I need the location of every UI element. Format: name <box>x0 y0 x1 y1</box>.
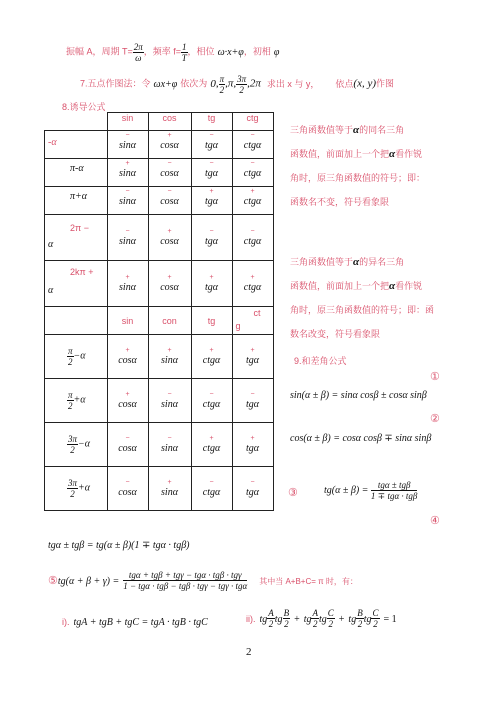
func: sinα <box>161 443 178 454</box>
tg-triple-fraction <box>123 570 247 591</box>
item-i-formula: tgA + tgB + tgC = tgA · tgB · tgC <box>73 617 208 628</box>
note-text: 三角函数值等于 <box>290 125 354 135</box>
cell <box>232 379 273 423</box>
angle-label: 2kπ + <box>70 267 94 277</box>
note2-line4: 数名改变，符号看象限 <box>290 329 381 339</box>
angle-cell <box>45 379 108 423</box>
note-same-name <box>290 118 425 214</box>
phase-expr: ω·x+φ <box>217 46 244 58</box>
tg: tg <box>318 614 327 626</box>
five-point-suffix1: 求出 x 与 y， <box>266 78 320 89</box>
cell <box>107 131 148 159</box>
func: cosα <box>118 355 137 366</box>
page-number: 2 <box>246 646 252 658</box>
angle-tail: +α <box>73 394 86 406</box>
sign: − <box>209 479 214 486</box>
formula-sin-sum: sin(α ± β) = sinα cosβ ± cosα sinβ <box>290 390 427 401</box>
b-num: B <box>357 608 363 618</box>
tg: tg <box>348 614 357 626</box>
sign: + <box>250 274 255 281</box>
item-ii-label: ii). <box>246 614 256 625</box>
formula-tg-sum <box>324 480 417 501</box>
table-row <box>45 379 274 423</box>
func: sinα <box>119 168 136 179</box>
angle-num: π <box>68 390 73 400</box>
formula-ii: ii). tg $\frac{A}{2}$ tg $\frac{B}{2}$ + tg $\frac{A}{2}$ tg $\frac{C}{2}$ + tg $\frac{B}{2}$ tg $\frac{C}{2}$ = 1 <box>246 608 397 629</box>
tg: tg <box>363 614 372 626</box>
func: tgα <box>204 140 219 151</box>
formula-i <box>62 612 208 630</box>
a-num: A <box>312 608 318 618</box>
phase-label: ，相位 <box>187 46 215 57</box>
func: ctgα <box>243 282 262 293</box>
sign: + <box>167 132 172 139</box>
func: ctgα <box>243 140 262 151</box>
func: ctgα <box>202 399 221 410</box>
angle-den: 2 <box>68 357 73 367</box>
angle-den: 2 <box>70 489 75 499</box>
five-point-suffix3: 作图 <box>376 78 395 89</box>
cell <box>107 335 148 379</box>
tg-sum-den: 1 ∓ tgα · tgβ <box>370 491 418 501</box>
sign: − <box>250 228 255 235</box>
amplitude-label: 振幅 A，周期 T= <box>66 46 133 57</box>
formula-number-2: ② <box>430 413 440 425</box>
a-num: A <box>268 608 274 618</box>
cell <box>191 131 232 159</box>
angle-num: 3π <box>68 478 78 488</box>
cell <box>148 187 191 215</box>
3pi-half-num: 3π <box>237 74 247 84</box>
tg-sum-lhs: tg(α ± β) = <box>324 484 369 496</box>
sign: + <box>125 347 130 354</box>
func: cosα <box>118 487 137 498</box>
cell <box>191 467 232 511</box>
ii-result: = 1 <box>383 614 397 626</box>
func: cosα <box>160 196 179 207</box>
cell <box>107 261 148 307</box>
table2-header <box>45 307 274 335</box>
formula-number-3: ③ <box>288 487 298 499</box>
func: tgα <box>245 443 260 454</box>
sign: + <box>125 274 130 281</box>
angle-cell <box>45 467 108 511</box>
initial-phase-expr: φ <box>273 46 280 58</box>
formula-tg-product: tgα ± tgβ = tg(α ± β)(1 ∓ tgα · tgβ) <box>48 540 190 551</box>
func: cosα <box>118 399 137 410</box>
func: sinα <box>119 140 136 151</box>
angle-tail: +α <box>78 482 91 494</box>
angle-den: 2 <box>68 401 73 411</box>
angle-cell <box>45 159 108 187</box>
formula-cos-sum: cos(α ± β) = cosα cosβ ∓ sinα sinβ <box>290 433 432 444</box>
frac-a2 <box>311 608 319 629</box>
note2-line3: 角时，原三角函数值的符号；即：函 <box>290 305 435 315</box>
note2-line2 <box>290 274 434 298</box>
header2-ctg-b: g <box>235 321 241 331</box>
freq-label: ，频率 f= <box>143 46 182 57</box>
sign: + <box>250 435 255 442</box>
formula-tg-triple <box>48 570 358 591</box>
func: tgα <box>245 487 260 498</box>
five-point-label: 7.五点作图法：令 <box>80 78 151 89</box>
sign: − <box>125 188 130 195</box>
frac-b2 <box>356 608 364 629</box>
note-text: 三角函数值等于 <box>290 257 354 267</box>
table-row <box>45 131 274 159</box>
table-row <box>45 261 274 307</box>
frac-b <box>283 608 291 629</box>
corner-cell <box>45 113 108 131</box>
angle-fraction <box>67 434 78 455</box>
func: cosα <box>160 168 179 179</box>
cell <box>232 187 273 215</box>
sign: − <box>209 391 214 398</box>
corner-cell-2 <box>45 307 108 335</box>
angle-label-alpha: α <box>48 285 54 296</box>
func: tgα <box>204 236 219 247</box>
func: ctgα <box>243 196 262 207</box>
freq-num: 1 <box>182 42 187 52</box>
note-alpha: α <box>389 280 396 292</box>
a-den: 2 <box>268 619 274 629</box>
c-den: 2 <box>328 619 334 629</box>
cell <box>191 335 232 379</box>
note1-line3: 角时，原三角函数值的符号；即： <box>290 173 426 183</box>
frac-a <box>267 608 275 629</box>
sign: − <box>250 132 255 139</box>
header-sin: sin <box>107 113 148 131</box>
period-fraction <box>133 42 144 63</box>
sign: + <box>209 435 214 442</box>
note2-line1 <box>290 250 434 274</box>
angle-label: -α <box>48 137 57 148</box>
formula-number-4: ④ <box>430 515 440 527</box>
tg-triple-num: tgα + tgβ + tgγ − tgα · tgβ · tgγ <box>123 570 247 581</box>
angle-label-alpha: α <box>48 239 54 250</box>
angle-cell <box>45 131 108 159</box>
value-pi: π <box>227 77 234 90</box>
func: tgα <box>204 282 219 293</box>
func: sinα <box>161 355 178 366</box>
cell <box>107 187 148 215</box>
angle-cell <box>45 335 108 379</box>
cell <box>232 335 273 379</box>
abc-condition-note: 其中当 A+B+C= π 时，有： <box>259 577 358 587</box>
cell <box>191 379 232 423</box>
a-den: 2 <box>312 619 318 629</box>
point-expr: (x, y) <box>353 77 376 90</box>
tg-sum-fraction <box>371 480 418 501</box>
note-text: 看作锐 <box>395 149 423 159</box>
sign: + <box>209 188 214 195</box>
b-den: 2 <box>357 619 363 629</box>
cell <box>191 261 232 307</box>
func: ctgα <box>202 443 221 454</box>
five-point-suffix2: 依点 <box>335 78 354 89</box>
cell <box>148 159 191 187</box>
cell <box>107 423 148 467</box>
sign: + <box>167 347 172 354</box>
header-cos: cos <box>148 113 191 131</box>
sign: − <box>250 479 255 486</box>
sign: − <box>250 160 255 167</box>
sign: + <box>125 160 130 167</box>
formula-number-5: ⑤ <box>48 575 58 588</box>
tg: tg <box>274 614 283 626</box>
sign: − <box>125 132 130 139</box>
sign: + <box>167 228 172 235</box>
value-2pi: 2π <box>249 77 261 90</box>
cell <box>148 423 191 467</box>
section9-title: 9.和差角公式 <box>294 356 347 366</box>
frac-c2 <box>371 608 379 629</box>
angle-cell <box>45 261 108 307</box>
c-den: 2 <box>373 619 378 629</box>
note-alpha: α <box>353 124 360 136</box>
induction-formula-table <box>44 112 274 511</box>
angle-label: 2π − <box>70 223 89 233</box>
cell <box>232 131 273 159</box>
table-row <box>45 187 274 215</box>
period-num: 2π <box>133 42 143 52</box>
func: sinα <box>161 399 178 410</box>
b-den: 2 <box>284 619 289 629</box>
note-text: 的同名三角 <box>359 125 405 135</box>
sign: + <box>125 391 130 398</box>
func: ctgα <box>202 355 221 366</box>
cell <box>232 215 273 261</box>
angle-fraction <box>67 478 78 499</box>
note1-line4: 函数名不变，符号看象限 <box>290 197 390 207</box>
c-num: C <box>372 608 379 618</box>
cell <box>232 261 273 307</box>
cell <box>107 467 148 511</box>
pi-half-num: π <box>219 74 225 84</box>
cell <box>148 215 191 261</box>
cell <box>191 159 232 187</box>
note-alpha: α <box>353 256 360 268</box>
sign: + <box>250 188 255 195</box>
header2-con: con <box>148 307 191 335</box>
tg-triple-den: 1 − tgα · tgβ − tgβ · tgγ − tgγ · tgα <box>123 581 248 591</box>
header2-tg: tg <box>191 307 232 335</box>
pi-half-den: 2 <box>219 85 225 95</box>
b-num: B <box>283 608 290 618</box>
func: cosα <box>160 140 179 151</box>
sign: − <box>125 479 130 486</box>
angle-tail: −α <box>78 438 91 450</box>
func: tgα <box>245 355 260 366</box>
angle-num: π <box>68 346 73 356</box>
func: sinα <box>161 487 178 498</box>
value-zero: 0 <box>210 77 216 90</box>
cell <box>148 467 191 511</box>
func: ctgα <box>243 168 262 179</box>
func: tgα <box>204 196 219 207</box>
header2-ctg <box>232 307 273 335</box>
note-text: 函数值，前面加上一个把 <box>290 281 390 291</box>
sign: + <box>209 274 214 281</box>
period-den: ω <box>135 53 142 63</box>
sign: − <box>250 391 255 398</box>
sign: − <box>209 160 214 167</box>
sign: − <box>125 228 130 235</box>
sign: + <box>167 479 172 486</box>
func: cosα <box>160 236 179 247</box>
cell <box>107 379 148 423</box>
cell <box>191 215 232 261</box>
sign: + <box>209 347 214 354</box>
note1-line1 <box>290 118 425 142</box>
sign: − <box>125 435 130 442</box>
value-3pi-half <box>236 74 247 95</box>
cell <box>148 261 191 307</box>
func: sinα <box>119 236 136 247</box>
table1-header <box>45 113 274 131</box>
sign: − <box>167 391 172 398</box>
func: tgα <box>204 168 219 179</box>
angle-tail: −α <box>73 350 86 362</box>
angle-cell <box>45 423 108 467</box>
table-row <box>45 215 274 261</box>
tg-sum-num: tgα ± tgβ <box>371 480 418 491</box>
sign: − <box>167 435 172 442</box>
sign: − <box>209 228 214 235</box>
note-text: 看作锐 <box>395 281 423 291</box>
note-text: 函数值，前面加上一个把 <box>290 149 390 159</box>
cell <box>232 467 273 511</box>
formula-number-1: ① <box>430 371 440 383</box>
cell <box>232 159 273 187</box>
func: sinα <box>119 282 136 293</box>
func: tgα <box>245 399 260 410</box>
five-point-line: 7.五点作图法：令 ωx+φ 依次为 0, $\frac{\pi}{2}$ ,π, $\frac{3\pi}{2}$ ,2π 求出 x 与 y， 依点(x, y)作图 <box>80 74 395 95</box>
angle-label: π+α <box>70 191 88 202</box>
table-row <box>45 335 274 379</box>
cell <box>148 335 191 379</box>
tg: tg <box>303 614 312 626</box>
note-alpha: α <box>389 148 396 160</box>
amplitude-period-line <box>66 42 279 63</box>
five-point-expr: ωx+φ <box>153 78 178 90</box>
table-row <box>45 159 274 187</box>
sign: + <box>250 347 255 354</box>
header-ctg: ctg <box>232 113 273 131</box>
func: sinα <box>119 196 136 207</box>
frac-c <box>327 608 335 629</box>
tg: tg <box>259 614 268 626</box>
angle-cell <box>45 215 108 261</box>
five-point-mid: 依次为 <box>180 78 208 89</box>
cell <box>191 423 232 467</box>
sign: − <box>167 188 172 195</box>
func: ctgα <box>243 236 262 247</box>
sign: + <box>167 274 172 281</box>
tg-triple-lhs: tg(α + β + γ) = <box>57 576 120 588</box>
cell <box>107 159 148 187</box>
note-diff-name <box>290 250 434 346</box>
header2-sin: sin <box>107 307 148 335</box>
initial-phase-label: ，初相 <box>243 46 271 57</box>
cell <box>232 423 273 467</box>
freq-den: T <box>181 53 187 63</box>
table-row <box>45 423 274 467</box>
angle-cell <box>45 187 108 215</box>
item-i-label: i). <box>62 617 70 627</box>
func: cosα <box>160 282 179 293</box>
angle-label: π-α <box>70 163 84 174</box>
sign: − <box>167 160 172 167</box>
cell <box>148 379 191 423</box>
sign: − <box>209 132 214 139</box>
header2-ctg-a: ct <box>253 308 261 318</box>
3pi-half-den: 2 <box>239 85 244 95</box>
func: cosα <box>118 443 137 454</box>
section8-title: 8.诱导公式 <box>62 102 106 112</box>
angle-num: 3π <box>68 434 78 444</box>
cell <box>148 131 191 159</box>
func: ctgα <box>202 487 221 498</box>
header-tg: tg <box>191 113 232 131</box>
note1-line2 <box>290 142 425 166</box>
c-num: C <box>327 608 334 618</box>
note-text: 的异名三角 <box>359 257 405 267</box>
cell <box>191 187 232 215</box>
angle-den: 2 <box>70 445 75 455</box>
table-row <box>45 467 274 511</box>
cell <box>107 215 148 261</box>
